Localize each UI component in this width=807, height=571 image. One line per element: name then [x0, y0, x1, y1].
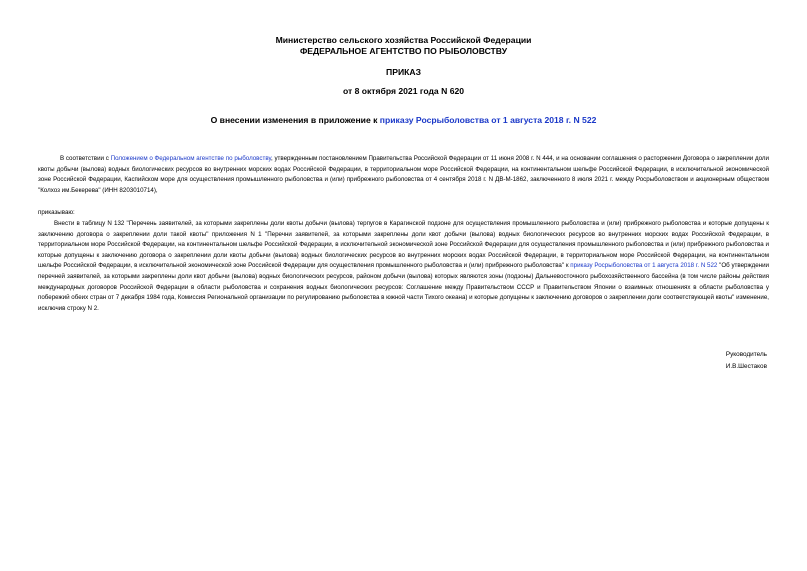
order-522-body-link[interactable]: приказу Росрыболовства от 1 августа 2018 г. N 522: [570, 262, 718, 270]
agency-name: ФЕДЕРАЛЬНОЕ АГЕНТСТВО ПО РЫБОЛОВСТВУ: [299, 46, 508, 56]
doc-date-number: от 8 октября 2021 года N 620: [342, 86, 465, 96]
body-end: "Об утверждении перечней заявителей, за которыми закреплены доли квот добычи (вылова) водных биологических ресурсов, районом добычи (вылова) которых являются зоны (подзоны) Дальневосточного рыбохозяйственного бассейна (в том числе районы действия международных договоров Российской Федерации в области рыболовства и сохранения водных биологических ресурсов: Соглашение между Правительством СССР и Правительством Японии о взаимных отношениях в области рыболовства у побережий обеих стран от 7 декабря 1984 года, Комиссия Региональной организации по регулированию рыболовства в южной части Тихого океана) и которые допущены к заключению договоров о закреплении доли соответствующей квоты" изменение, исключив строку N 2.: [38, 262, 770, 312]
order-word: приказываю:: [38, 209, 75, 216]
preamble-text: , утвержденным постановлением Правительства Российской Федерации от 11 июня 2008 г. N 444, и на основании соглашения о расторжении Договора о закреплении доли квоты добычи (вылова) водных биологических ресурсов во внутренних морских водах Российской Федерации, в территориальном море Российской Федерации, на континентальном шельфе Российской Федерации, в исключительной экономической зоне Российской Федерации, Каспийском море для осуществления промышленного рыболовства и (или) прибрежного рыболовства от 4 сентября 2018 г. N ДВ-М-1862, заключенного 8 июля 2021 г. между Росрыболовством и акционерным обществом "Колхоз им.Бекерева" (ИНН 8203010714),: [38, 155, 770, 194]
preamble-start: В соответствии с: [60, 155, 111, 162]
ministry-name: Министерство сельского хозяйства Российской Федерации: [275, 35, 532, 45]
doc-title-text: О внесении изменения в приложение к: [210, 115, 380, 125]
body-start: Внести в таблицу N 132 "Перечень заявителей, за которыми закреплены доли квоты добычи (вылова) терпугов в Карагинской подзоне для осуществления промышленного рыболовства и (или) прибрежного рыболовства и которые допущены к заключению договора о закреплении доли такой квоты" приложения N 1 "Перечни заявителей, за которыми закреплены доли квот добычи (вылова) водных биологических ресурсов во внутренних морских водах Российской Федерации, в территориальном море Российской Федерации, на континентальном шельфе Российской Федерации, в исключительной экономической зоне Российской Федерации для осуществления промышленного рыболовства и (или) прибрежного рыболовства и которые допущены к заключению договора о закреплении доли квоты добычи (вылова) водных биологических ресурсов во внутренних морских водах Российской Федерации, в территориальном море Российской Федерации, на континентальном шельфе Российской Федерации, в исключительной экономической зоне Российской Федерации для осуществления промышленного рыболовства и (или) прибрежного рыболовства" к: [38, 220, 769, 270]
signatory-name: И.В.Шестаков: [725, 362, 767, 370]
doc-title: [0, 115, 807, 125]
regulation-link[interactable]: Положением о Федеральном агентстве по рыболовству: [110, 155, 271, 162]
preamble-paragraph: [38, 154, 769, 196]
signatory-position: Руководитель: [725, 351, 767, 358]
order-522-link[interactable]: приказу Росрыболовства от 1 августа 2018 г. N 522: [379, 115, 597, 125]
document-header: [0, 35, 807, 57]
signature-block: [726, 349, 767, 372]
order-body-paragraph: [38, 219, 769, 314]
doc-type: ПРИКАЗ: [386, 67, 421, 77]
